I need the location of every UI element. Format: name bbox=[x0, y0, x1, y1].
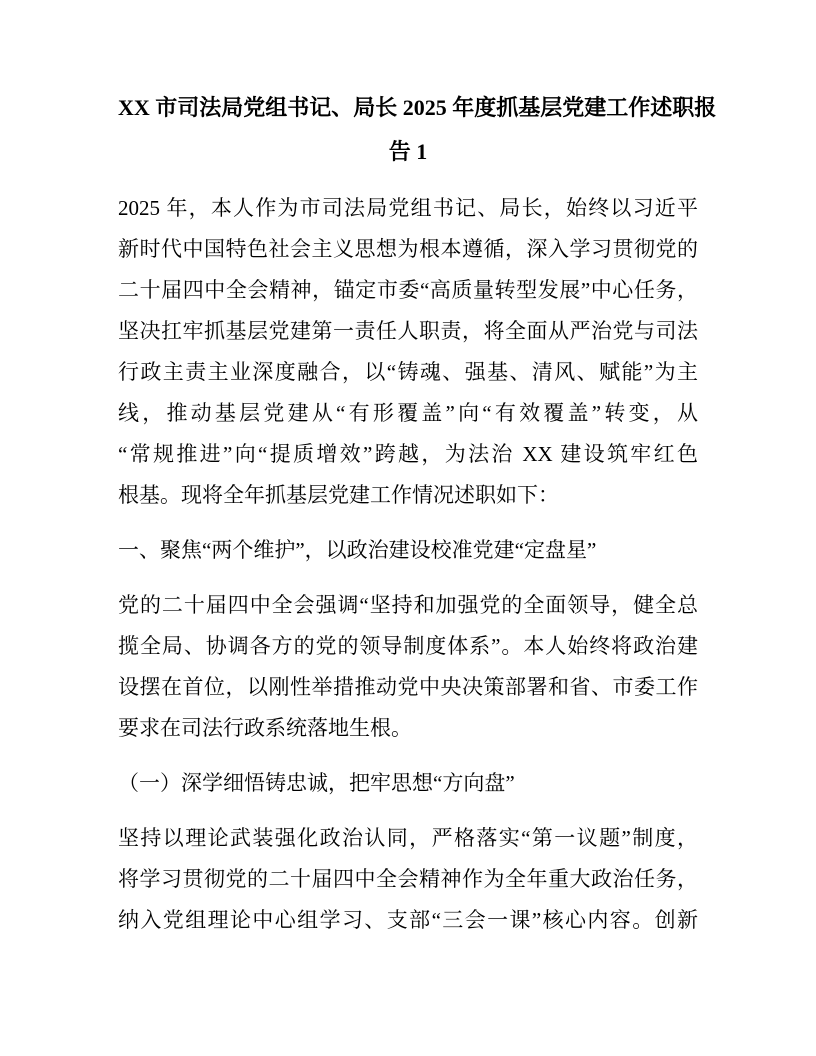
paragraph-section-1 bbox=[118, 585, 698, 749]
text-line: 行政主责主业深度融合，以“铸魂、强基、清风、赋能”为主 bbox=[118, 360, 698, 384]
text-line: 要求在司法行政系统落地生根。 bbox=[118, 716, 412, 740]
text-line: 新时代中国特色社会主义思想为根本遵循，深入学习贯彻党的 bbox=[118, 237, 698, 261]
text-line: 2025 年，本人作为市司法局党组书记、局长，始终以习近平 bbox=[118, 196, 698, 220]
text-line: 纳入党组理论中心组学习、支部“三会一课”核心内容。创新 bbox=[118, 908, 698, 932]
text-line: 根基。现将全年抓基层党建工作情况述职如下： bbox=[118, 483, 559, 507]
text-line: 坚持以理论武装强化政治认同，严格落实“第一议题”制度， bbox=[118, 826, 698, 850]
section-heading-1: 一、聚焦“两个维护”，以政治建设校准党建“定盘星” bbox=[118, 538, 597, 562]
document-title bbox=[118, 86, 717, 174]
document-title-line-2: 告 1 bbox=[388, 139, 428, 164]
text-line: 设摆在首位，以刚性举措推动党中央决策部署和省、市委工作 bbox=[118, 675, 698, 699]
text-line: 党的二十届四中全会强调“坚持和加强党的全面领导，健全总 bbox=[118, 593, 698, 617]
paragraph-intro bbox=[118, 188, 698, 516]
text-line: 二十届四中全会精神，锚定市委“高质量转型发展”中心任务， bbox=[118, 278, 698, 302]
text-line: 揽全局、协调各方的党的领导制度体系”。本人始终将政治建 bbox=[118, 634, 698, 658]
text-line: 将学习贯彻党的二十届四中全会精神作为全年重大政治任务， bbox=[118, 867, 698, 891]
document-title-line-1: XX 市司法局党组书记、局长 2025 年度抓基层党建工作述职报 bbox=[118, 95, 717, 120]
text-line: 线，推动基层党建从“有形覆盖”向“有效覆盖”转变，从 bbox=[118, 401, 698, 425]
text-line: “常规推进”向“提质增效”跨越，为法治 XX 建设筑牢红色 bbox=[118, 442, 698, 466]
paragraph-subsection-1-1 bbox=[118, 818, 698, 941]
text-line: 坚决扛牢抓基层党建第一责任人职责，将全面从严治党与司法 bbox=[118, 319, 698, 343]
subsection-heading-1-1: （一）深学细悟铸忠诚，把牢思想“方向盘” bbox=[118, 771, 515, 795]
